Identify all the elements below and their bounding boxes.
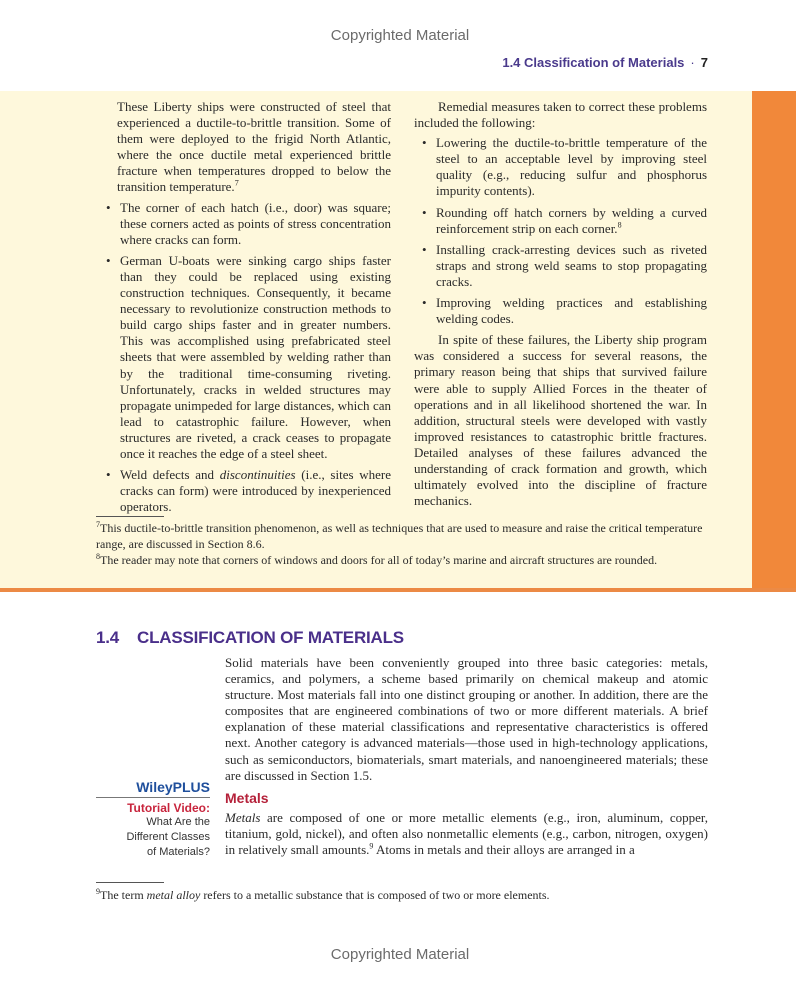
running-head-section: 1.4 Classification of Materials — [502, 55, 685, 70]
italic-term: discontinuities — [219, 467, 296, 483]
footnote-ref-9[interactable]: 9 — [369, 841, 374, 851]
accent-side-bar — [752, 91, 796, 588]
section-number: 1.4 — [96, 628, 120, 647]
copyright-watermark-top: Copyrighted Material — [330, 27, 470, 44]
remedial-intro: Remedial measures taken to correct these problems included the following: — [414, 99, 707, 131]
tutorial-video-label: Tutorial Video: — [127, 801, 210, 815]
list-item: • Lowering the ductile-to-brittle temperature of the steel to an acceptable level by improving steel quality (e.g., reducing sulfur and phosphorus impurity contents). — [420, 135, 707, 199]
remedial-list — [420, 135, 707, 327]
list-item: • The corner of each hatch (i.e., door) was square; these corners acted as points of stress concentration where cracks can form. — [104, 200, 391, 248]
metals-paragraph: Metals are composed of one or more metallic elements (e.g., iron, aluminum, copper, titanium, gold, nickel), and often also nonmetallic elements (e.g., carbon, nitrogen, oxygen) in relatively small amounts.$^9$ Atoms in metals and their alloys are arranged in a — [225, 810, 708, 858]
section-intro-paragraph: Solid materials have been conveniently grouped into three basic categories: metals, ceramics, and polymers, a scheme based primarily on chemical makeup and atomic structure. Most materials fall into one distinct grouping or another. In addition, there are the composites that are engineered combinations of two or more different materials. A brief explanation of these material classifications and representative characteristics is offered next. Another category is advanced materials—those used in high-technology applications, such as semiconductors, biomaterials, smart materials, and nanoengineered materials; these are discussed in Section 1.5. — [225, 655, 708, 783]
wileyplus-logo: WileyPLUS — [136, 779, 210, 795]
case-intro-paragraph: These Liberty ships were constructed of steel that experienced a ductile-to-brittle transition. Some of them were deployed to the frigid North Atlantic, where the once ductile metal experienced brittle fracture when temperatures dropped to below the transition temperature.$^7$ — [117, 99, 391, 195]
footnote-divider — [96, 882, 164, 883]
section-title: CLASSIFICATION OF MATERIALS — [137, 628, 404, 647]
list-item: • Weld defects and discontinuities (i.e., sites where cracks can form) were introduced by inexperienced operators. — [104, 467, 391, 515]
copyright-watermark-bottom: Copyrighted Material — [330, 946, 470, 963]
metals-subheading: Metals — [225, 790, 269, 806]
running-head — [502, 55, 708, 70]
section-heading — [96, 628, 404, 648]
footnote-7: $^7$This ductile-to-brittle transition phenomenon, as well as techniques that are used to measure and raise the critical temperature range, are discussed in Section 8.6. — [96, 520, 703, 551]
wileyplus-sidebar[interactable] — [96, 779, 210, 860]
conclusion-paragraph: In spite of these failures, the Liberty ship program was considered a success for several reasons, the primary reason being that ships that survived failure were able to supply Allied Forces in the theater of operations and in all likelihood shortened the war. In addition, structural steels were developed with vastly improved resistances to catastrophic brittle fractures. Detailed analyses of these failures advanced the understanding of crack formation and growth, which ultimately evolved into the discipline of fracture mechanics. — [414, 332, 707, 509]
list-item: • Rounding off hatch corners by welding a curved reinforcement strip on each corner.$^8$ — [420, 205, 707, 237]
footnote-ref-8[interactable]: 8 — [617, 220, 622, 230]
case-study-left-column — [117, 99, 391, 520]
list-item: • German U-boats were sinking cargo ships faster than they could be replaced using existing construction techniques. Consequently, it became necessary to revolutionize construction methods to build cargo ships faster and in greater numbers. This was accomplished using prefabricated steel sheets that were assembled by welding rather than by the traditional time-consuming riveting. Unfortunately, cracks in welded structures may propagate unimpeded for large distances, which can lead to catastrophic failure. However, when structures are riveted, a crack ceases to propagate once it reaches the edge of a steel sheet. — [104, 253, 391, 462]
problem-list — [117, 200, 391, 516]
tutorial-video-title[interactable]: What Are the Different Classes of Materials? — [126, 816, 210, 858]
case-study-footnotes — [96, 520, 716, 568]
footnote-9: $^9$The term metal alloy refers to a metallic substance that is composed of two or more elements. — [96, 887, 550, 902]
list-item: • Installing crack-arresting devices such as riveted straps and strong weld seams to stop propagating cracks. — [420, 242, 707, 290]
footnote-ref-7[interactable]: 7 — [234, 179, 239, 189]
page-number: 7 — [700, 55, 708, 70]
sidebar-divider — [96, 797, 210, 798]
list-item: • Improving welding practices and establishing welding codes. — [420, 295, 707, 327]
running-head-separator: · — [690, 55, 695, 70]
case-study-right-column — [414, 99, 707, 509]
italic-term: Metals — [225, 810, 261, 825]
footnote-divider — [96, 516, 164, 517]
footnote-8: $^8$The reader may note that corners of windows and doors for all of today’s marine and aircraft structures are rounded. — [96, 552, 658, 567]
accent-bottom-rule — [0, 588, 796, 592]
